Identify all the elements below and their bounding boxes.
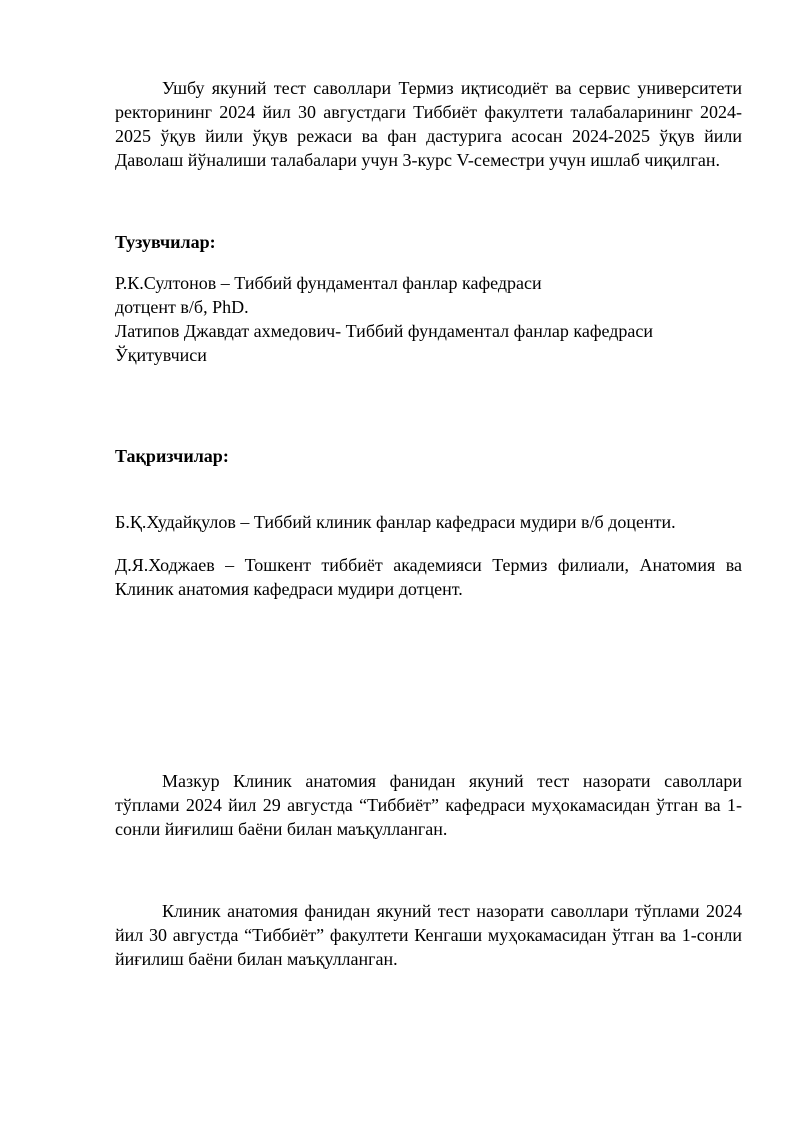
- author-line: дотцент в/б, PhD.: [115, 297, 249, 317]
- reviewer-item: Д.Я.Ходжаев – Тошкент тиббиёт академияси Термиз филиали, Анатомия ва Клиник анатомия кафедраси мудири дотцент.: [115, 555, 742, 599]
- authors-list: [115, 271, 742, 367]
- department-approval-paragraph: Мазкур Клиник анатомия фанидан якуний тест назорати саволлари тўплами 2024 йил 29 августда “Тиббиёт” кафедраси муҳокамасидан ўтган ва 1-сонли йиғилиш баёни билан маъқулланган.: [115, 771, 742, 839]
- author-line: Ўқитувчиси: [115, 345, 207, 365]
- reviewers-heading: Тақризчилар:: [115, 446, 229, 466]
- author-line: Р.К.Султонов – Тиббий фундаментал фанлар кафедраси: [115, 273, 542, 293]
- reviewer-item: Б.Қ.Худайқулов – Тиббий клиник фанлар кафедраси мудири в/б доценти.: [115, 512, 676, 532]
- authors-heading: Тузувчилар:: [115, 232, 216, 252]
- intro-paragraph: Ушбу якуний тест саволлари Термиз иқтисодиёт ва сервис университети ректорининг 2024 йил 30 августдаги Тиббиёт факултети талабаларининг 2024-2025 ўқув йили ўқув режаси ва фан дастурига асосан 2024-2025 ўқув йили Даволаш йўналиши талабалари учун 3-курс V-семестри учун ишлаб чиқилган.: [115, 78, 742, 170]
- author-line: Латипов Джавдат ахмедович- Тиббий фундаментал фанлар кафедраси: [115, 321, 654, 341]
- council-approval-paragraph: Клиник анатомия фанидан якуний тест назорати саволлари тўплами 2024 йил 30 августда “Тиббиёт” факултети Кенгаши муҳокамасидан ўтган ва 1-сонли йиғилиш баёни билан маъқулланган.: [115, 901, 742, 969]
